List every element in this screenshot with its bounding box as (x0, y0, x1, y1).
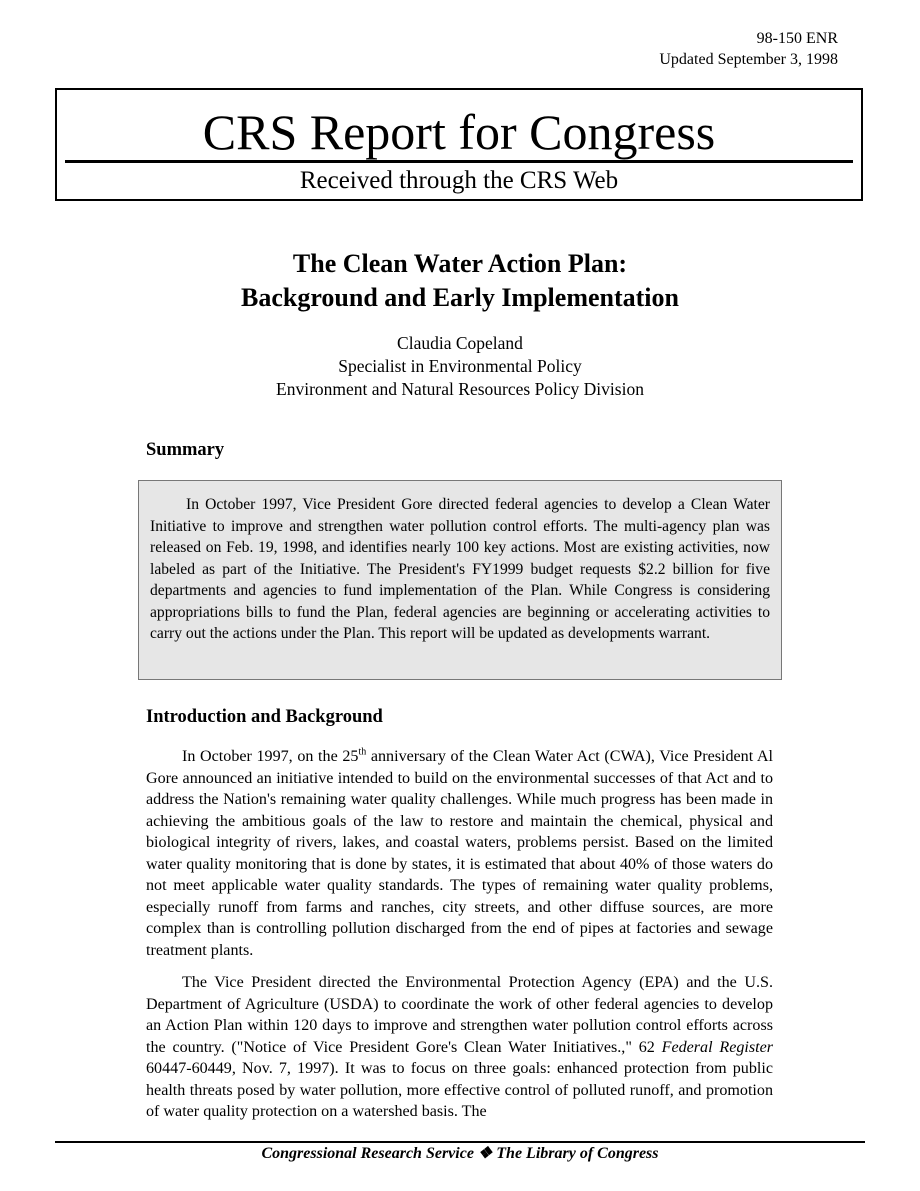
p1-start: In October 1997, on the 25 (182, 748, 359, 765)
p1-superscript: th (358, 746, 367, 758)
summary-box (138, 480, 782, 680)
summary-text: In October 1997, Vice President Gore directed federal agencies to develop a Clean Water Initiative to improve and strengthen water pollution control efforts. The multi-agency plan was released on Feb. 19, 1998, and identifies nearly 100 key actions. Most are existing activities, now labeled as part of the Initiative. The President's FY1999 budget requests $2.2 billion for five departments and agencies to fund implementation of the Plan. While Congress is considering appropriations bills to fund the Plan, federal agencies are beginning or accelerating activities to carry out the actions under the Plan. This report will be updated as developments warrant. (150, 496, 770, 642)
author-block (0, 332, 920, 401)
title-line-2: Background and Early Implementation (241, 283, 679, 312)
banner-subtitle: Received through the CRS Web (299, 167, 619, 194)
intro-paragraph-2 (146, 972, 773, 1123)
intro-paragraph-1 (146, 746, 773, 961)
report-number: 98-150 ENR (756, 30, 838, 47)
author-title: Specialist in Environmental Policy (338, 356, 582, 376)
document-title (0, 247, 920, 315)
p2-start: The Vice President directed the Environmental Protection Agency (EPA) and the U.S. Department of Agriculture (USDA) to coordinate the work of other federal agencies to develop an Action Plan within 120 days to improve and strengthen water pollution control efforts across the country. ("Notice of Vice President Gore's Clean Water Initiatives.," 62 (146, 974, 773, 1056)
paragraph-2 (146, 972, 773, 1123)
author-name: Claudia Copeland (397, 333, 523, 353)
report-identifier (659, 28, 838, 70)
crs-banner (55, 88, 863, 201)
p2-rest: 60447-60449, Nov. 7, 1997). It was to focus on three goals: enhanced protection from public health threats posed by water pollution, more effective control of polluted runoff, and promotion of water quality protection on a watershed basis. The (146, 1060, 773, 1120)
title-line-1: The Clean Water Action Plan: (292, 249, 628, 278)
p1-rest: anniversary of the Clean Water Act (CWA), Vice President Al Gore announced an initiative intended to build on the environmental successes of that Act and to address the Nation's remaining water quality challenges. While much progress has been made in achieving the ambitious goals of the law to restore and maintain the chemical, physical and biological integrity of rivers, lakes, and coastal waters, problems persist. Based on the limited water quality monitoring that is done by states, it is estimated that about 40% of those waters do not meet applicable water quality standards. The types of remaining water quality problems, especially runoff from farms and ranches, city streets, and other diffuse sources, are more complex than is controlling pollution discharged from the end of pipes at factories and sewage treatment plants. (146, 748, 774, 959)
banner-title: CRS Report for Congress (202, 104, 716, 160)
footer-rule (55, 1141, 865, 1143)
banner-rule (65, 160, 853, 163)
summary-heading: Summary (146, 440, 225, 460)
author-division: Environment and Natural Resources Policy Division (276, 379, 644, 399)
updated-date: Updated September 3, 1998 (659, 51, 838, 68)
paragraph-1 (146, 746, 773, 961)
intro-heading: Introduction and Background (146, 707, 383, 727)
page-footer: Congressional Research Service ❖ The Library of Congress (261, 1145, 659, 1162)
p2-federal-register: Federal Register (661, 1038, 773, 1056)
